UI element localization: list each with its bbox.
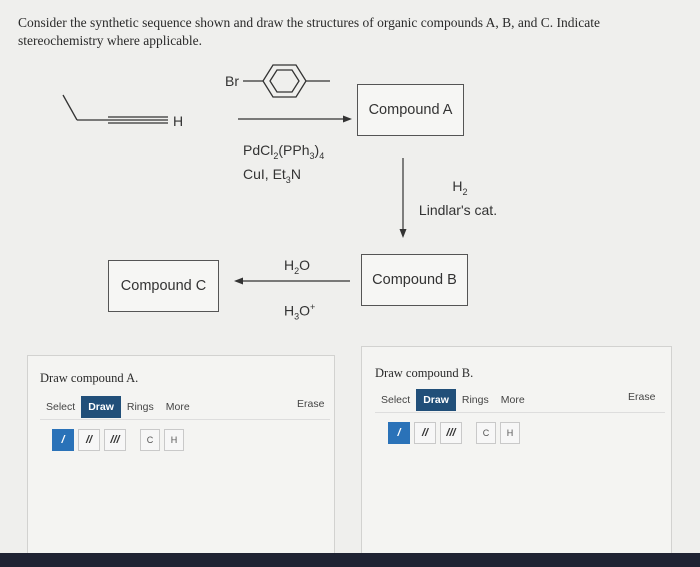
- double-bond-tool-a[interactable]: //: [78, 429, 100, 451]
- compound-c-box: [108, 260, 219, 312]
- compound-c-label: Compound C: [120, 278, 207, 294]
- compound-b-label: Compound B: [372, 272, 457, 288]
- aryl-br-label: Br: [225, 73, 239, 89]
- single-bond-tool-a[interactable]: /: [52, 429, 74, 451]
- draw-panel-b: [361, 346, 672, 556]
- arrow-a-to-b-head: [400, 229, 407, 238]
- reagents-step2: $H_2$ Lindlar's cat.: [418, 178, 498, 218]
- arrow-to-a-head: [343, 116, 352, 123]
- compound-b-box: [361, 254, 468, 306]
- hydrogen-atom-tool-b[interactable]: H: [500, 422, 520, 444]
- reagent-step3-bottom: $H_3O^+$: [284, 302, 316, 322]
- rings-tab-b[interactable]: Rings: [461, 393, 489, 406]
- more-tab-a[interactable]: More: [165, 400, 190, 413]
- select-tool-a[interactable]: Select: [46, 400, 76, 413]
- panel-a-toolbar: [40, 394, 330, 420]
- arrow-b-to-c-head: [234, 278, 243, 285]
- panel-a-canvas[interactable]: [40, 454, 330, 559]
- erase-button-b[interactable]: Erase: [628, 391, 656, 403]
- panel-b-bond-tools: [388, 422, 520, 444]
- hydrogen-atom-tool-a[interactable]: H: [164, 429, 184, 451]
- panel-a-title: Draw compound A.: [40, 371, 139, 385]
- triple-bond-tool-a[interactable]: ///: [104, 429, 126, 451]
- carbon-atom-tool-a[interactable]: C: [140, 429, 160, 451]
- carbon-atom-tool-b[interactable]: C: [476, 422, 496, 444]
- question-text: Consider the synthetic sequence shown and draw the structures of organic compounds A, B, and C. Indicate stereochemistry where applicable.: [18, 15, 600, 48]
- compound-a-box: [357, 84, 464, 136]
- select-tool-b[interactable]: Select: [381, 393, 411, 406]
- compound-a-label: Compound A: [368, 102, 453, 118]
- draw-panel-a: [27, 355, 335, 565]
- panel-b-title: Draw compound B.: [375, 366, 474, 380]
- single-bond-tool-b[interactable]: /: [388, 422, 410, 444]
- screen-bottom-edge: [0, 553, 700, 567]
- double-bond-tool-b[interactable]: //: [414, 422, 436, 444]
- alkyne-structure: [63, 95, 168, 123]
- panel-b-toolbar: [375, 387, 665, 413]
- panel-a-bond-tools: [52, 429, 184, 451]
- reagents-step1: $PdCl_2(PPh_3)_4$ CuI, $Et_3N$: [243, 142, 325, 185]
- triple-bond-tool-b[interactable]: ///: [440, 422, 462, 444]
- draw-tab-b[interactable]: Draw: [416, 389, 456, 411]
- draw-tab-a[interactable]: Draw: [81, 396, 121, 418]
- benzene-ring: [243, 65, 330, 97]
- erase-button-a[interactable]: Erase: [297, 398, 325, 410]
- panel-b-canvas[interactable]: [375, 447, 665, 551]
- alkyne-h-label: H: [173, 113, 184, 129]
- rings-tab-a[interactable]: Rings: [126, 400, 154, 413]
- more-tab-b[interactable]: More: [500, 393, 525, 406]
- reagent-step3-top: $H_2O$: [284, 257, 311, 276]
